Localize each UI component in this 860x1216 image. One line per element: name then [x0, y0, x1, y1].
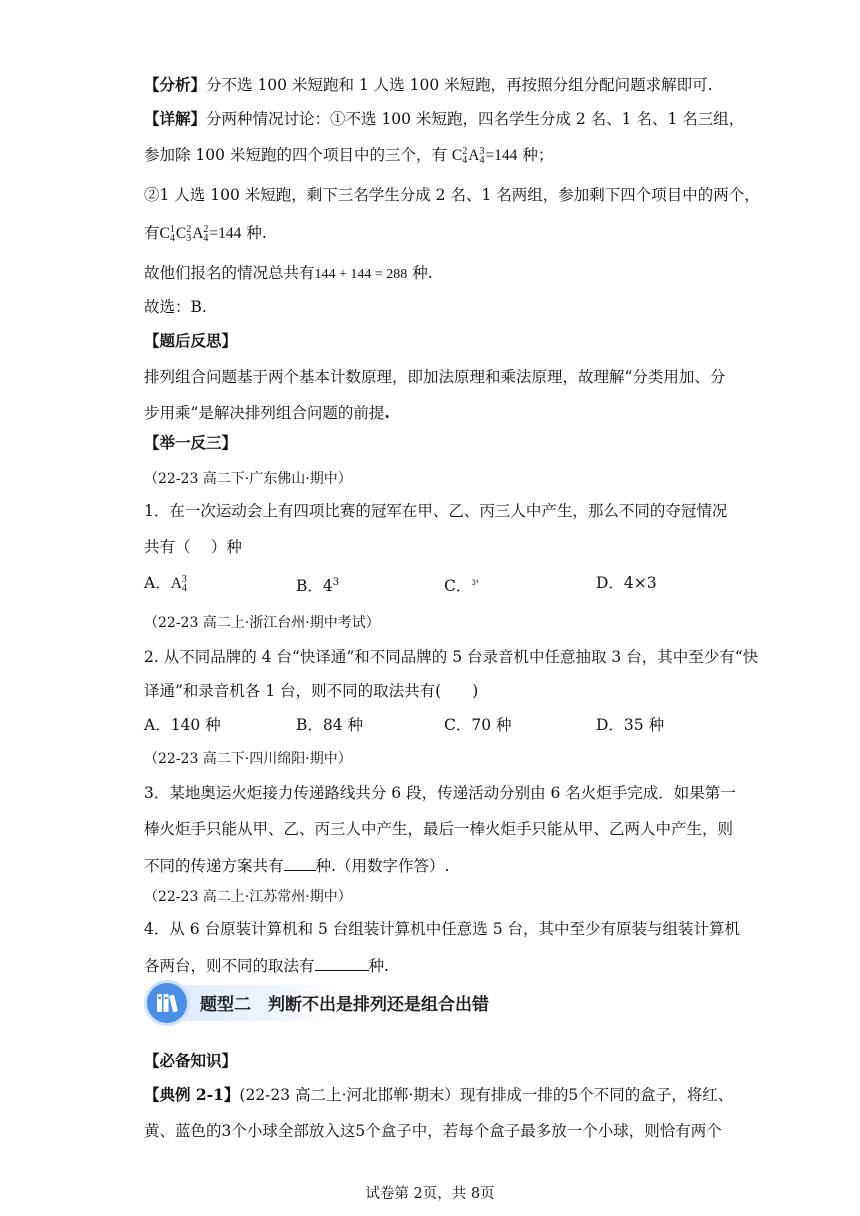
page-footer: 试卷第 2页，共 8页: [365, 1186, 495, 1202]
q4-line-1: 4．从 6 台原装计算机和 5 台组装计算机中任意选 5 台，其中至少有原装与组装计算机: [144, 920, 741, 938]
knowledge-heading: 【必备知识】: [144, 1051, 238, 1070]
example-line-2: 黄、蓝色的3个小球全部放入这5个盒子中，若每个盒子最多放一个小球，则恰有两个: [144, 1122, 722, 1140]
q2-option-b[interactable]: B．84 种: [296, 716, 364, 734]
section-banner: [144, 980, 489, 1026]
detail-line-4: [144, 222, 267, 245]
example-text-1: (22-23 高二上·河北邯郸·期末）现有排成一排的5个不同的盒子，将红、: [239, 1086, 734, 1104]
detail-text-5-post: 种.: [407, 264, 433, 282]
q1-option-d[interactable]: D．4×3: [596, 574, 657, 592]
q4-line-2: [144, 954, 389, 977]
q1-option-c-label: C．: [444, 577, 472, 596]
books-icon: [144, 980, 190, 1026]
q3-line-3: [144, 854, 449, 877]
analysis-label: 【分析】: [144, 75, 207, 94]
q2-line-2: 译通”和录音机各 1 台，则不同的取法共有( ): [144, 682, 479, 700]
q4-text-2-post: 种.: [368, 957, 389, 975]
q1-line-2: 共有（ ）种: [144, 538, 242, 556]
q2-source: （22-23 高二上·浙江台州·期中考试）: [144, 615, 380, 631]
reflection-line-2: [144, 402, 390, 424]
q2-option-d[interactable]: D．35 种: [596, 716, 665, 734]
reflection-line-1: 排列组合问题基于两个基本计数原理，即加法原理和乘法原理，故理解“分类用加、分: [144, 368, 726, 386]
q1-line-1: 1．在一次运动会上有四项比赛的冠军在甲、乙、丙三人中产生，那么不同的夺冠情况: [144, 502, 728, 520]
q3-line-2: 棒火炬手只能从甲、乙、丙三人中产生，最后一棒火炬手只能从甲、乙两人中产生，则: [144, 820, 734, 838]
detail-text-1: 分两种情况讨论：①不选 100 米短跑，四名学生分成 2 名、1 名、1 名三组，: [206, 110, 745, 128]
q1-source: （22-23 高二下·广东佛山·期中）: [144, 471, 352, 487]
formula-a43: A 3 4: [170, 574, 187, 595]
q2-option-c[interactable]: C．70 种: [444, 716, 512, 734]
detail-label: 【详解】: [144, 109, 207, 128]
q3-source: （22-23 高二下·四川绵阳·期中）: [144, 751, 352, 767]
reflection-text-2: 步用乘”是解决排列组合问题的前提: [144, 404, 385, 422]
q1-option-a[interactable]: [144, 572, 188, 595]
detail-text-3: ②1 人选 100 米短跑，剩下三名学生分成 2 名、1 名两组，参加剩下四个项目中的两个，: [144, 186, 760, 204]
q1-option-c[interactable]: [444, 572, 479, 597]
detail-line-5: [144, 262, 433, 286]
reflection-dot: .: [384, 403, 390, 422]
q1-option-b-label: B．4: [296, 577, 333, 596]
example-line-1: [144, 1084, 733, 1106]
formula-c42-a43: C 2 4 A 3 4: [451, 146, 485, 167]
formula-c41-c32-a42: C 1 4 C 2 3 A 2 4: [159, 224, 209, 245]
q4-source: （22-23 高二上·江苏常州·期中）: [144, 889, 352, 905]
analysis-paragraph: [144, 74, 713, 96]
reflection-heading: 【题后反思】: [144, 331, 238, 350]
q1-option-b-exp: 3: [332, 577, 340, 588]
practice-heading: 【举一反三】: [144, 433, 238, 452]
example-label: 【典例 2-1】: [144, 1085, 240, 1104]
formula-total: 144 + 144 = 288: [314, 267, 408, 282]
section-title: 题型二 判断不出是排列还是组合出错: [200, 995, 489, 1015]
q3-line-1: 3．某地奥运火炬接力传递路线共分 6 段，传递活动分别由 6 名火炬手完成．如果第一: [144, 784, 736, 802]
formula-result-2: =144: [209, 225, 242, 242]
q2-option-a[interactable]: A．140 种: [144, 716, 221, 734]
q3-text-3-post: 种.（用数字作答）.: [315, 857, 450, 875]
detail-answer: 故选：B.: [144, 298, 207, 316]
detail-line-3: [144, 184, 760, 206]
analysis-text: 分不选 100 米短跑和 1 人选 100 米短跑，再按照分组分配问题求解即可.: [206, 76, 713, 94]
detail-line-1: [144, 108, 744, 130]
detail-line-2: [144, 144, 553, 167]
detail-text-2: 参加除 100 米短跑的四个项目中的三个，有: [144, 146, 447, 164]
q4-text-2: 各两台，则不同的取法有: [144, 957, 315, 975]
detail-text-2-post: 种；: [517, 146, 554, 164]
detail-text-4: 有: [144, 224, 160, 242]
q3-answer-blank[interactable]: [284, 854, 316, 871]
q1-option-a-label: A．: [144, 574, 171, 592]
q2-line-1: 2. 从不同品牌的 4 台“快译通”和不同品牌的 5 台录音机中任意抽取 3 台，其中至少有“快: [144, 648, 759, 666]
detail-text-5: 故他们报名的情况总共有: [144, 264, 315, 282]
q1-option-b[interactable]: [296, 572, 339, 597]
q3-text-3: 不同的传递方案共有: [144, 857, 284, 875]
detail-text-4-post: 种.: [241, 224, 267, 242]
q1-option-c-mark: 3⁴: [471, 579, 479, 587]
formula-result-1: =144: [485, 147, 518, 164]
q4-answer-blank[interactable]: [315, 954, 369, 971]
detail-line-6: [144, 296, 207, 318]
